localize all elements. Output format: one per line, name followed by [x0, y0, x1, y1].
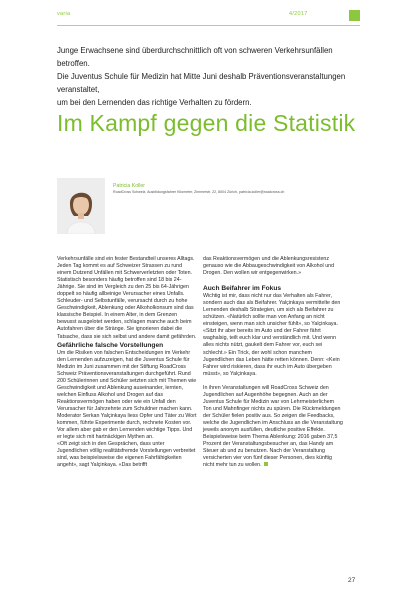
article-column-left	[57, 256, 197, 469]
column2-paragraph-2: Wichtig ist mir, dass nicht nur das Verhalten als Fahrer, sondern auch das als Beifahrer. Yalçinkaya vermittelte den Lernenden deshalb Strategien, um sich als Beifahrer zu schützen. «Natürlich sollte man von Anfang an nicht einsteigen, wenn man sich unsicher fühlt», so Yalçinkaya. «Sitzt ihr aber bereits im Auto und der Fahrer fährt waghalsig, teilt euch klar und verständlich mit. Und wenn alles nichts nützt, gaukelt dem Fahrer vor, euch sei schlecht.» Ein Trick, der wohl schon manchem Jugendlichen das Leben hätte retten können. Denn: «Kein Fahrer wird riskieren, dass ihr euch im Auto übergeben müsst», so Yalçinkaya.	[203, 293, 341, 377]
author-portrait-icon	[57, 178, 105, 234]
author-name: Patricia Koller	[113, 183, 146, 189]
column2-paragraph-3-text: In ihren Veranstaltungen will RoadCross Schweiz den Jugendlichen auf Augenhöhe begegnen. Auch an der Juventus Schule für Medizin war von Lehrmeisterlichem Ton und Mahnfinger nichts zu spüren. Die Rückmeldungen der Schüler fielen positiv aus. So zeigen die Feedbacks, welche die Jugendlichen im Anschluss an die Veranstaltung jeweils anonym ausfüllen, deutliche positive Effekte. Beispielsweise beim Thema Ablenkung: 2016 gaben 37,5 Prozent der Veranstaltungsbesucher an, das Handy am Steuer ab und zu benutzen. Nach der Veranstaltung versicherten vier von fünf dieser Personen, dies künftig nicht mehr tun zu wollen.	[203, 384, 343, 469]
article-column-right	[203, 256, 343, 469]
intro-lead	[57, 44, 357, 109]
page-number: 27	[348, 577, 356, 584]
page-header	[57, 10, 360, 22]
article-title: Im Kampf gegen die Statistik	[57, 110, 356, 136]
column2-paragraph-3	[203, 385, 343, 470]
column1-paragraph-3: «Oft zeigt sich in den Gesprächen, dass unter Jugendlichen völlig realitätsfremde Vorstellungen verbreitet sind, was beispielsweise die eigenen Fahrfähigkeiten angeht», sagt Yalçinkaya. «Das betrifft	[57, 441, 196, 469]
end-mark-icon	[264, 462, 268, 466]
column1-subheading: Gefährliche falsche Vorstellungen	[57, 341, 164, 349]
intro-line-1: Junge Erwachsene sind überdurchschnittlich oft von schweren Verkehrsunfällen betroffen.	[57, 46, 333, 68]
column-spacer	[203, 378, 343, 385]
column-spacer	[203, 277, 343, 284]
author-photo	[57, 178, 105, 234]
header-divider	[57, 25, 360, 26]
author-info: RoadCross Schweiz, Ausbildungsfahrer Kilometer, Zimmerstr. 22, 8004 Zürich, patricia.koller@roadcross.ch	[113, 190, 285, 194]
issue-label: 4/2017	[289, 11, 308, 17]
intro-line-3: um bei den Lernenden das richtige Verhalten zu fördern.	[57, 98, 252, 107]
column1-paragraph-1: Verkehrsunfälle sind ein fester Bestandteil unseres Alltags. Jeden Tag kommt es auf Schweizer Strassen zu rund einem Dutzend Unfällen mit Schwerverletzten oder Toten. Statistisch besonders häufig betroffen sind 18 bis 24-Jährige. Sie sind im Vergleich zu den 25 bis 64-Jährigen doppelt so häufig allbeinige Verursacher eines Unfalls. Schleuder- und Selbstunfälle, verursacht durch zu hohe Geschwindigkeit, Ablenkung oder Alkoholkonsum sind das klassische Beispiel. In einem Alter, in dem Grenzen bewusst ausgelotet werden, schlagen manche auch beim Autofahren über die Stränge. Sie ignorieren dabei die Tatsache, dass sie sich selbst und andere damit gefährden.	[57, 256, 197, 340]
column2-subheading: Auch Beifahrer im Fokus	[203, 285, 282, 293]
intro-line-2: Die Juventus Schule für Medizin hat Mitte Juni deshalb Präventionsveranstaltungen veranstaltet,	[57, 72, 346, 94]
header-square-icon	[349, 10, 360, 21]
section-label: varia	[57, 11, 71, 17]
column2-paragraph-1: das Reaktionsvermögen und die Ablenkungsresistenz genauso wie die Abbaugeschwindigkeit von Alkohol und Drogen. Den wollen wir entgegenwirken.»	[203, 256, 335, 277]
column1-paragraph-2: Um die Risiken von falschen Entscheidungen im Verkehr den Lernenden aufzuzeigen, hat die Juventus Schule für Medizin im Juni zusammen mit der Stiftung RoadCross Schweiz Präventionsveranstaltungen durchgeführt. Rund 200 Schülerinnen und Schüler setzten sich mit Themen wie Geschwindigkeit und Ablenkung auseinander, lernten, welchen Einfluss Alkohol und Drogen auf das Reaktionsvermögen haben oder wie ein Unfall den Verursacher für Jahrzehnte zum Schuldner machen kann. Moderator Serkan Yalçinkaya liess Opfer und Täter zu Wort kommen, führte Experimente durch, rechnete Kosten vor. Vor allem aber gab er den Lernenden wichtige Tipps. Und er legte sich mit hartnäckigen Mythen an.	[57, 349, 197, 441]
